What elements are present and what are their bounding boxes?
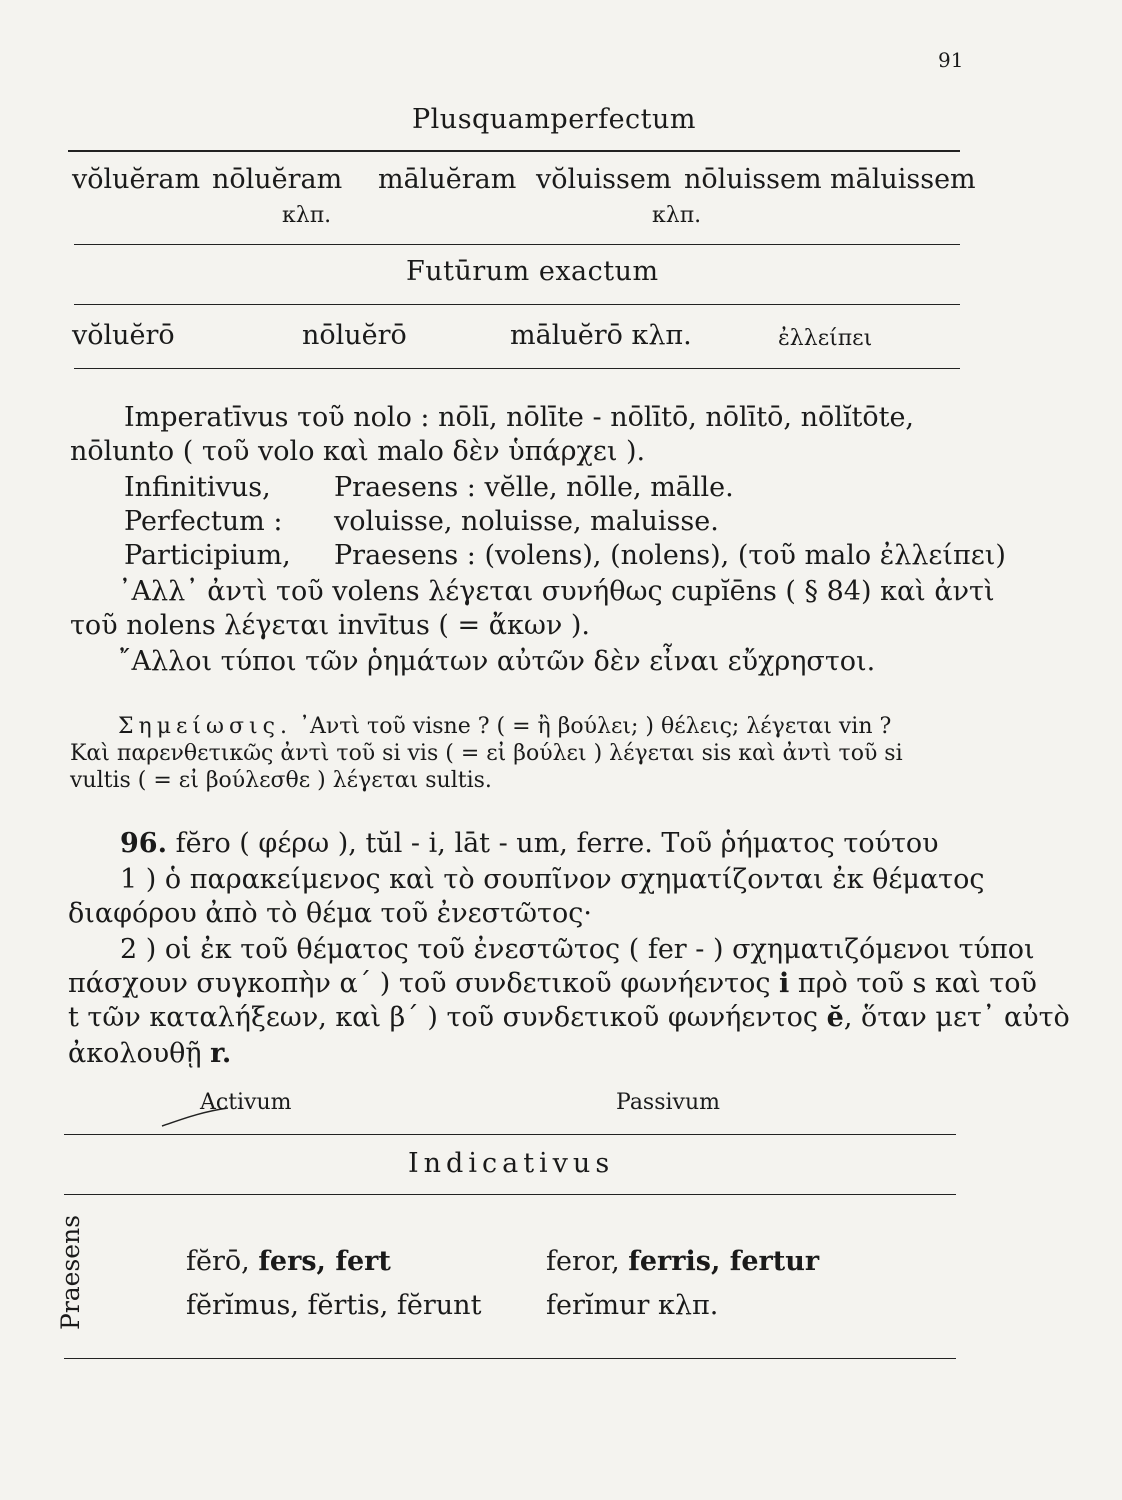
futurum-form-1: vŏluĕrō bbox=[72, 320, 175, 351]
divider bbox=[74, 304, 960, 305]
tense-label-vertical: Praesens bbox=[56, 1214, 85, 1330]
plusquam-form-5: nōluissem bbox=[684, 164, 822, 195]
infinitivus-label: Infinitivus, bbox=[124, 472, 271, 503]
letter-r: r. bbox=[210, 1038, 232, 1069]
passive-row-1-plain: feror, bbox=[546, 1246, 629, 1277]
futurum-form-2: nōluĕrō bbox=[302, 320, 407, 351]
perfectum-label: Perfectum : bbox=[124, 506, 283, 537]
imperativus-line: Imperatīvus τοῦ nolo : nōlī, nōlīte - nōlītō, nōlītō, nōlĭtōte, bbox=[124, 402, 915, 433]
passive-row-2: ferĭmur κλπ. bbox=[546, 1290, 719, 1321]
line-5-part-a: πάσχουν συγκοπὴν α΄ ) τοῦ συνδετικοῦ φωνήεντος bbox=[68, 968, 780, 999]
divider bbox=[74, 368, 960, 369]
plusquam-form-4: vŏluissem bbox=[536, 164, 672, 195]
note-line-2: Καὶ παρενθετικῶς ἀντὶ τοῦ si vis ( = εἰ βούλει ) λέγεται sis καὶ ἀντὶ τοῦ si bbox=[70, 741, 903, 766]
divider bbox=[74, 244, 960, 245]
line-7-part-a: ἀκολουθῇ bbox=[68, 1038, 211, 1069]
passive-row-1 bbox=[546, 1246, 819, 1277]
plusquam-form-6: māluissem bbox=[830, 164, 976, 195]
note-line-3: vultis ( = εἰ βούλεσθε ) λέγεται sultis. bbox=[70, 768, 492, 793]
section-96-line-3: διαφόρου ἀπὸ τὸ θέμα τοῦ ἐνεστῶτος· bbox=[68, 898, 592, 929]
divider bbox=[68, 150, 960, 152]
vowel-e: ĕ bbox=[826, 1002, 844, 1033]
plusquam-etc-right: κλπ. bbox=[652, 203, 702, 228]
futurum-form-3: māluĕrō κλπ. bbox=[510, 320, 692, 351]
divider bbox=[64, 1194, 956, 1195]
cupiens-line: ᾿Αλλ᾿ ἀντὶ τοῦ volens λέγεται συνήθως cupĭēns ( § 84) καὶ ἀντὶ bbox=[118, 576, 995, 607]
invitus-line: τοῦ nolens λέγεται invītus ( = ἄκων ). bbox=[70, 610, 590, 641]
line-6-part-c: , ὅταν μετ᾿ αὐτὸ bbox=[843, 1002, 1070, 1033]
note-label: Σημείωσις. bbox=[118, 714, 292, 739]
active-row-2: fĕrĭmus, fĕrtis, fĕrunt bbox=[186, 1290, 482, 1321]
section-96-text-1: fĕro ( φέρω ), tŭl - i, lāt - um, ferre. Τοῦ ῥήματος τούτου bbox=[175, 828, 939, 859]
section-96-line-4: 2 ) οἱ ἐκ τοῦ θέματος τοῦ ἐνεστῶτος ( fer - ) σχηματιζόμενοι τύποι bbox=[120, 934, 1035, 965]
futurum-exactum-title: Futūrum exactum bbox=[406, 256, 659, 287]
divider bbox=[64, 1358, 956, 1359]
infinitivus-forms: Praesens : vĕlle, nōlle, mālle. bbox=[334, 472, 734, 503]
plusquam-form-1: vŏluĕram bbox=[72, 164, 201, 195]
section-96-line-2: 1 ) ὁ παρακείμενος καὶ τὸ σουπῖνον σχηματίζονται ἐκ θέματος bbox=[120, 864, 985, 895]
mood-title: Indicativus bbox=[408, 1148, 615, 1179]
line-6-part-a: t τῶν καταλήξεων, καὶ β΄ ) τοῦ συνδετικοῦ φωνήεντος bbox=[68, 1002, 827, 1033]
perfectum-forms: voluisse, noluisse, maluisse. bbox=[334, 506, 719, 537]
plusquam-form-3: māluĕram bbox=[378, 164, 517, 195]
note-line-1 bbox=[118, 714, 891, 739]
column-passive-header: Passivum bbox=[616, 1090, 721, 1115]
note-text-1: ᾿Αντὶ τοῦ visne ? ( = ἢ βούλει; ) θέλεις; λέγεται vin ? bbox=[298, 714, 892, 739]
divider bbox=[64, 1134, 956, 1135]
active-row-1-plain: fĕrō, bbox=[186, 1246, 259, 1277]
vowel-i: i bbox=[779, 968, 790, 999]
page-number: 91 bbox=[938, 48, 964, 72]
plusquam-form-2: nōluĕram bbox=[212, 164, 343, 195]
section-96-line-6 bbox=[68, 1002, 1070, 1033]
active-row-1 bbox=[186, 1246, 391, 1277]
active-row-1-bold: fers, fert bbox=[258, 1246, 391, 1277]
futurum-missing: ἐλλείπει bbox=[778, 326, 873, 351]
participium-label: Participium, bbox=[124, 540, 291, 571]
column-active-header: Activum bbox=[200, 1090, 292, 1115]
plusquamperfectum-title: Plusquamperfectum bbox=[412, 104, 697, 135]
passive-row-1-bold: ferris, fertur bbox=[628, 1246, 820, 1277]
section-96-line-5 bbox=[68, 968, 1037, 999]
plusquam-etc-left: κλπ. bbox=[282, 203, 332, 228]
section-96-line-7 bbox=[68, 1038, 231, 1069]
section-number: 96. bbox=[120, 828, 167, 859]
participium-forms: Praesens : (volens), (nolens), (τοῦ malo ἐλλείπει) bbox=[334, 540, 1006, 571]
other-forms-line: ῎Αλλοι τύποι τῶν ῥημάτων αὐτῶν δὲν εἶναι εὔχρηστοι. bbox=[118, 646, 876, 677]
line-5-part-c: πρὸ τοῦ s καὶ τοῦ bbox=[789, 968, 1037, 999]
section-96-line-1 bbox=[120, 828, 939, 859]
imperativus-line-2: nōlunto ( τοῦ volo καὶ malo δὲν ὑπάρχει ). bbox=[70, 436, 646, 467]
